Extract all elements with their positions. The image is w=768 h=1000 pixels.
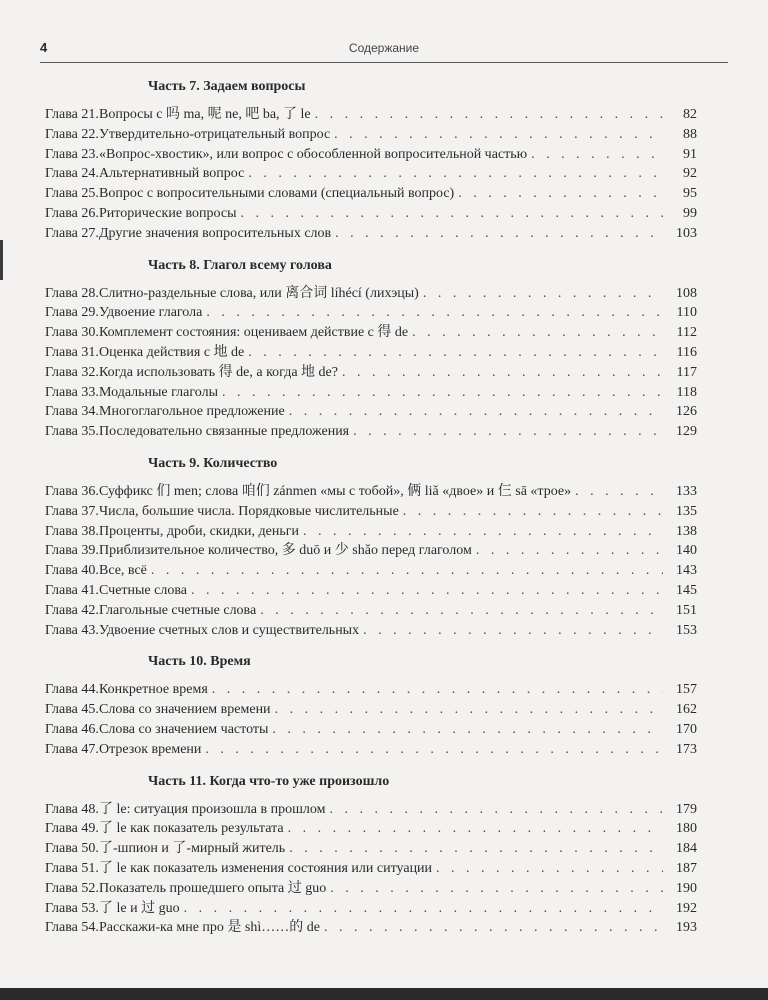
dot-leader [272,720,663,740]
chapter-title: Риторические вопросы [99,205,237,221]
chapter-title: Счетные слова [99,582,187,598]
chapter-title: Слитно-раздельные слова, или 离合词 líhécí (лихэцы) [99,285,419,301]
chapter-title: Многоглагольное предложение [99,404,285,420]
chapter-title: Слова со значением частоты [99,721,269,737]
chapter-label: Глава 48. [45,801,99,817]
dot-leader [248,343,663,363]
chapter-label: Глава 32. [45,364,99,380]
header-rule [40,62,728,63]
chapter-title: 了 le как показатель результата [99,821,284,837]
page-ref: 170 [676,721,697,737]
toc-entry[interactable] [45,363,697,383]
chapter-label: Глава 38. [45,523,99,539]
part-title: Часть 8. Глагол всему голова [148,257,332,273]
chapter-title: Оценка действия с 地 de [99,344,245,360]
page-ref: 112 [676,325,697,341]
page-ref: 140 [676,543,697,559]
chapter-title: Числа, большие числа. Порядковые числительные [99,503,399,519]
dot-leader [324,918,663,938]
page-ref: 110 [676,305,697,321]
chapter-label: Глава 25. [45,186,99,202]
toc-entry[interactable] [45,284,697,304]
part-title: Часть 9. Количество [148,455,278,471]
chapter-label: Глава 23. [45,146,99,162]
chapter-label: Глава 29. [45,305,99,321]
toc-entry[interactable] [45,343,697,363]
dot-leader [289,402,663,422]
page-ref: 190 [676,880,697,896]
page-ref: 187 [676,860,697,876]
chapter-title: Когда использовать 得 de, а когда 地 de? [99,364,338,380]
toc-entry[interactable] [45,918,697,938]
page-ref: 162 [676,702,697,718]
dot-leader [288,819,663,839]
chapter-list [45,482,697,640]
toc-entry[interactable] [45,422,697,442]
chapter-list [45,284,697,442]
toc-entry[interactable] [45,621,697,641]
page-ref: 135 [676,503,697,519]
dot-leader [184,899,663,919]
page-ref: 138 [676,523,697,539]
chapter-title: Удвоение глагола [99,305,203,321]
page-ref: 193 [676,920,697,936]
chapter-title: Утвердительно-отрицательный вопрос [99,126,331,142]
toc-entry[interactable] [45,204,697,224]
chapter-title: Другие значения вопросительных слов [99,225,332,241]
chapter-title: 了 le: ситуация произошла в прошлом [99,801,326,817]
dot-leader [206,303,663,323]
dot-leader [476,541,663,561]
page-ref: 153 [676,622,697,638]
dot-leader [575,482,663,502]
dot-leader [329,800,663,820]
toc-entry[interactable] [45,323,697,343]
chapter-title: Последовательно связанные предложения [99,424,350,440]
dot-leader [275,700,663,720]
dot-leader [436,859,663,879]
toc-entry[interactable] [45,303,697,323]
dot-leader [303,522,663,542]
page-ref: 99 [683,205,697,221]
chapter-label: Глава 41. [45,582,99,598]
toc-entry[interactable] [45,164,697,184]
chapter-label: Глава 35. [45,424,99,440]
dot-leader [342,363,663,383]
dot-leader [458,184,663,204]
toc-entry[interactable] [45,720,697,740]
toc-entry[interactable] [45,184,697,204]
dot-leader [212,680,663,700]
chapter-label: Глава 54. [45,920,99,936]
toc-entry[interactable] [45,105,697,125]
toc-entry[interactable] [45,383,697,403]
page-header [0,0,768,70]
page-ref: 95 [683,186,697,202]
chapter-title: Отрезок времени [99,741,202,757]
page-ref: 184 [676,841,697,857]
page-ref: 82 [683,107,697,122]
chapter-title: Проценты, дроби, скидки, деньги [99,523,299,539]
toc-entry[interactable] [45,800,697,820]
chapter-label: Глава 30. [45,325,99,341]
toc-entry[interactable] [45,224,697,244]
chapter-title: Приблизительное количество, 多 duō и 少 shǎo перед глаголом [99,543,472,559]
part-title: Часть 7. Задаем вопросы [148,79,306,94]
chapter-title: Все, всё [99,563,147,579]
page-ref: 117 [676,364,697,380]
page-ref: 151 [676,602,697,618]
toc-entry[interactable] [45,541,697,561]
page-number: 4 [40,40,48,55]
dot-leader [248,164,663,184]
chapter-label: Глава 21. [45,107,99,122]
page-ref: 145 [676,582,697,598]
dot-leader [222,383,663,403]
dot-leader [334,125,663,145]
toc-entry[interactable] [45,581,697,601]
dot-leader [330,879,663,899]
chapter-title: «Вопрос-хвостик», или вопрос с обособленной вопросительной частью [99,146,528,162]
toc-entry[interactable] [45,899,697,919]
dot-leader [412,323,663,343]
chapter-title: Комплемент состояния: оцениваем действие с 得 de [99,325,409,341]
dot-leader [335,224,663,244]
page-ref: 129 [676,424,697,440]
chapter-title: Альтернативный вопрос [99,166,245,182]
chapter-label: Глава 33. [45,384,99,400]
chapter-label: Глава 53. [45,900,99,916]
dot-leader [363,621,663,641]
page-ref: 103 [676,225,697,241]
chapter-label: Глава 28. [45,285,99,301]
toc-entry[interactable] [45,700,697,720]
toc-entry[interactable] [45,839,697,859]
toc-entry[interactable] [45,680,697,700]
chapter-label: Глава 42. [45,602,99,618]
dot-leader [403,502,663,522]
toc-entry[interactable] [45,482,697,502]
toc-entry[interactable] [45,125,697,145]
toc-entry[interactable] [45,145,697,165]
toc-entry[interactable] [45,402,697,422]
chapter-label: Глава 44. [45,682,99,698]
dot-leader [151,561,663,581]
chapter-title: 了 le и 过 guo [99,900,180,916]
chapter-title: Расскажи-ка мне про 是 shì……的 de [99,920,320,936]
chapter-list [45,800,697,939]
toc-entry[interactable] [45,879,697,899]
chapter-label: Глава 39. [45,543,99,559]
chapter-title: 了-шпион и 了-мирный житель [99,841,286,857]
chapter-label: Глава 43. [45,622,99,638]
chapter-label: Глава 34. [45,404,99,420]
dot-leader [191,581,663,601]
chapter-label: Глава 36. [45,483,99,499]
toc-entry[interactable] [45,740,697,760]
scan-bottom-edge [0,988,768,1000]
dot-leader [241,204,663,224]
page-ref: 88 [683,126,697,142]
chapter-title: Показатель прошедшего опыта 过 guo [99,880,327,896]
page-ref: 92 [683,166,697,182]
page-ref: 143 [676,563,697,579]
table-of-contents [45,71,697,950]
chapter-label: Глава 51. [45,860,99,876]
page-ref: 180 [676,821,697,837]
toc-entry[interactable] [45,522,697,542]
chapter-label: Глава 24. [45,166,99,182]
page-ref: 108 [676,285,697,301]
part-title: Часть 11. Когда что-то уже произошло [148,773,390,789]
toc-entry[interactable] [45,561,697,581]
page-ref: 179 [676,801,697,817]
dot-leader [260,601,663,621]
chapter-title: Удвоение счетных слов и существительных [99,622,360,638]
chapter-label: Глава 26. [45,205,99,221]
page-ref: 118 [676,384,697,400]
page-ref: 192 [676,900,697,916]
chapter-list [45,105,697,244]
toc-entry[interactable] [45,819,697,839]
dot-leader [423,284,663,304]
page-ref: 157 [676,682,697,698]
chapter-title: Слова со значением времени [99,702,271,718]
scan-edge-mark [0,240,3,280]
page-ref: 173 [676,741,697,757]
chapter-label: Глава 52. [45,880,99,896]
part-title: Часть 10. Время [148,654,251,670]
chapter-label: Глава 50. [45,841,99,857]
chapter-title: Конкретное время [99,682,208,698]
page-ref: 133 [676,483,697,499]
chapter-list [45,680,697,759]
chapter-label: Глава 45. [45,702,99,718]
chapter-label: Глава 22. [45,126,99,142]
chapter-title: Вопросы с 吗 ma, 呢 ne, 吧 ba, 了 le [99,107,311,122]
dot-leader [531,145,663,165]
page-ref: 126 [676,404,697,420]
chapter-title: Глагольные счетные слова [99,602,257,618]
chapter-label: Глава 47. [45,741,99,757]
toc-entry[interactable] [45,601,697,621]
chapter-title: Вопрос с вопросительными словами (специальный вопрос) [99,186,455,202]
chapter-label: Глава 49. [45,821,99,837]
page-ref: 116 [676,344,697,360]
dot-leader [289,839,663,859]
chapter-title: Суффикс 们 men; слова 咱们 zánmen «мы с тобой», 俩 liǎ «двое» и 仨 sā «трое» [99,483,572,499]
chapter-label: Глава 37. [45,503,99,519]
chapter-label: Глава 31. [45,344,99,360]
dot-leader [315,105,663,125]
chapter-label: Глава 27. [45,225,99,241]
chapter-title: 了 le как показатель изменения состояния или ситуации [99,860,433,876]
chapter-label: Глава 46. [45,721,99,737]
chapter-label: Глава 40. [45,563,99,579]
toc-entry[interactable] [45,502,697,522]
toc-entry[interactable] [45,859,697,879]
page-ref: 91 [683,146,697,162]
running-head: Содержание [348,41,420,55]
chapter-title: Модальные глаголы [99,384,218,400]
dot-leader [353,422,663,442]
dot-leader [205,740,663,760]
